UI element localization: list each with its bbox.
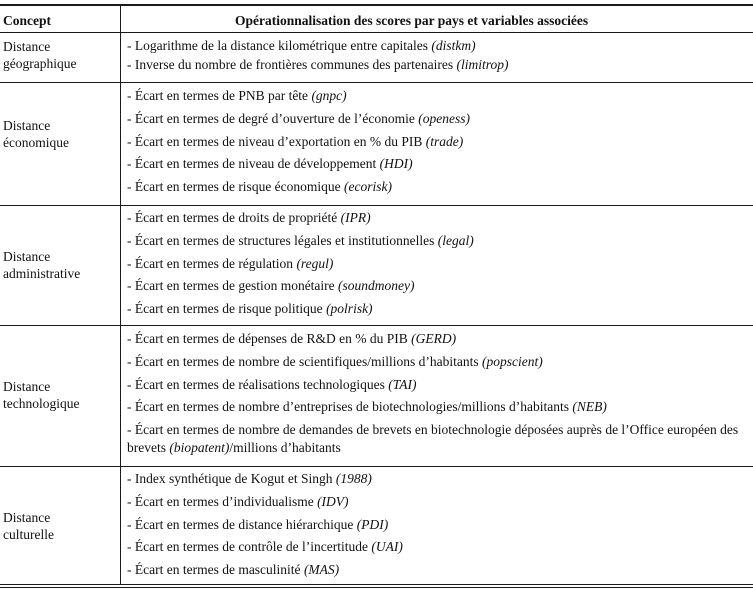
items-list [127, 207, 747, 321]
list-item: - Écart en termes de nombre de scientifiques/millions d’habitants (popscient) [127, 353, 543, 369]
list-item: - Écart en termes de niveau d’exportation en % du PIB (trade) [127, 133, 464, 149]
list-item: - Écart en termes de structures légales et institutionnelles (legal) [127, 232, 474, 248]
list-item: - Écart en termes de régulation (regul) [127, 255, 334, 271]
concept-label [3, 38, 76, 72]
concept-label [3, 117, 69, 151]
list-item: - Inverse du nombre de frontières communes des partenaires (limitrop) [127, 57, 509, 72]
list-item: - Écart en termes de droits de propriété (IPR) [127, 210, 371, 225]
list-item: - Écart en termes de nombre de demandes de brevets en biotechnologie déposées auprès de l’Office européen des brevets (biopatent)/millions d’habitants [127, 422, 739, 456]
items-list [127, 85, 747, 199]
concept-line: géographique [3, 56, 77, 71]
table-bottom-rule [0, 587, 753, 588]
column-divider [120, 4, 121, 584]
section-rule [0, 82, 753, 83]
items-list [127, 468, 747, 582]
header-concept: Concept [3, 13, 51, 28]
list-item: - Écart en termes de réalisations technologiques (TAI) [127, 376, 417, 392]
section-rule [0, 325, 753, 326]
concept-line: culturelle [3, 527, 54, 542]
list-item: - Écart en termes de risque politique (polrisk) [127, 301, 373, 317]
concept-line: Distance [3, 39, 51, 54]
table-top-rule [0, 4, 753, 6]
list-item: - Écart en termes de degré d’ouverture de l’économie (openess) [127, 110, 470, 126]
list-item: - Écart en termes de contrôle de l’incertitude (UAI) [127, 539, 403, 555]
list-item: - Écart en termes de dépenses de R&D en % du PIB (GERD) [127, 331, 457, 346]
concept-line: Distance [3, 249, 51, 264]
items-list [127, 36, 747, 74]
list-item: - Écart en termes de gestion monétaire (soundmoney) [127, 278, 415, 294]
list-item: - Écart en termes de PNB par tête (gnpc) [127, 88, 347, 103]
concept-line: économique [3, 135, 69, 150]
list-item: - Écart en termes de nombre d’entreprises de biotechnologies/millions d’habitants (NEB) [127, 399, 607, 415]
concept-line: Distance [3, 379, 51, 394]
concept-line: technologique [3, 396, 80, 411]
header-operationalisation: Opérationnalisation des scores par pays et variables associées [235, 13, 589, 28]
table-bottom-rule [0, 584, 753, 585]
list-item: - Écart en termes de risque économique (ecorisk) [127, 179, 393, 195]
concept-label [3, 248, 80, 282]
concept-line: Distance [3, 118, 51, 133]
section-rule [0, 205, 753, 206]
list-item: - Écart en termes de distance hiérarchique (PDI) [127, 516, 389, 532]
concept-label [3, 378, 79, 412]
concept-line: administrative [3, 266, 81, 281]
list-item: - Logarithme de la distance kilométrique entre capitales (distkm) [127, 38, 476, 53]
concept-line: Distance [3, 510, 51, 525]
list-item: - Écart en termes d’individualisme (IDV) [127, 493, 349, 509]
list-item: - Écart en termes de masculinité (MAS) [127, 562, 340, 578]
list-item: - Index synthétique de Kogut et Singh (1988) [127, 471, 372, 486]
concept-label [3, 509, 54, 543]
header-rule [0, 32, 753, 33]
items-list [127, 328, 747, 457]
section-rule [0, 466, 753, 467]
list-item: - Écart en termes de niveau de développement (HDI) [127, 156, 413, 172]
